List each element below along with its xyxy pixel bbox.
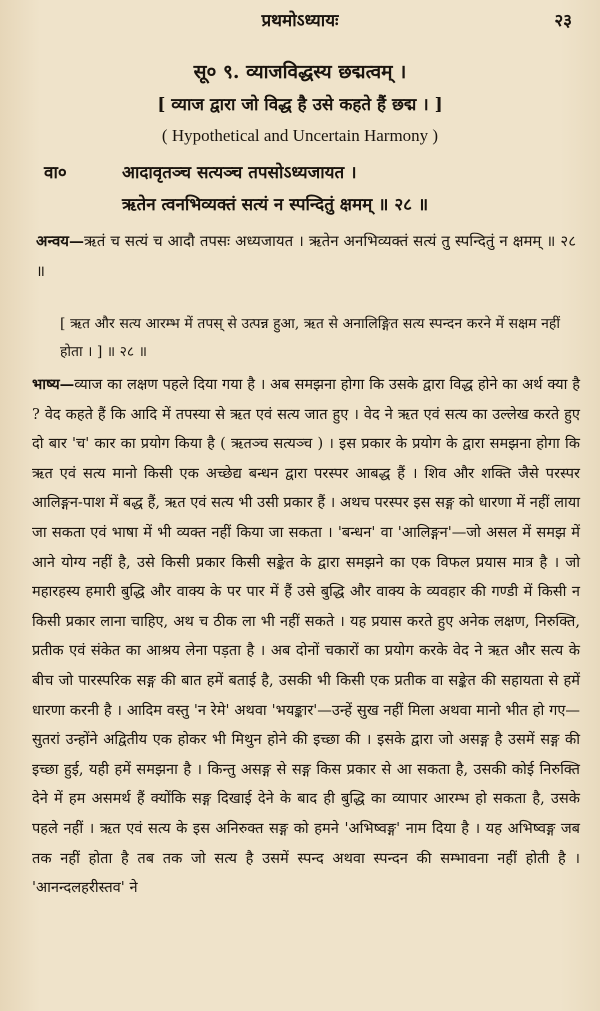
- bhashya-section: [32, 370, 580, 903]
- vartika-line-2: ऋतेन त्वनभिव्यक्तं सत्यं न स्पन्दितुं क्षमम् ॥ २८ ॥: [122, 195, 429, 215]
- vartika-label: वा०: [44, 163, 67, 183]
- chapter-title: प्रथमोऽध्यायः: [261, 11, 339, 31]
- anvaya-label: अन्वय—: [36, 232, 84, 250]
- vartika-verse: [44, 160, 564, 220]
- translation-text: [ ऋत और सत्य आरम्भ में तपस् से उत्पन्न हुआ, ऋत से अनालिङ्गित सत्य स्पन्दन करने में सक्षम नहीं होता । ] ॥ २८ ॥: [60, 316, 560, 360]
- vartika-line-1: आदावृतञ्च सत्यञ्च तपसोऽध्यजायत ।: [122, 163, 357, 183]
- page-header: [0, 6, 600, 36]
- bhashya-label: भाष्य—: [32, 376, 75, 393]
- anvaya-text: ऋतं च सत्यं च आदौ तपसः अध्यजायत । ऋतेन अनभिव्यक्तं सत्यं तु स्पन्दितुं न क्षमम् ॥ २८ ॥: [36, 232, 576, 280]
- page-number: २३: [554, 11, 572, 31]
- sutra-heading: सू० ९. व्याजविद्धस्य छद्मत्वम् ।: [193, 61, 407, 83]
- bhashya-text: व्याज का लक्षण पहले दिया गया है । अब समझना होगा कि उसके द्वारा विद्ध होने का अर्थ क्या है ? वेद कहते हैं कि आदि में तपस्या से ऋत एवं सत्य जात हुए । वेद ने ऋत एवं सत्य का उल्लेख करते हुए दो बार 'च' कार का प्रयोग किया है ( ऋतञ्च सत्यञ्च ) । इस प्रकार के प्रयोग के द्वारा समझना होगा कि ऋत एवं सत्य मानो किसी एक अच्छेद्य बन्धन द्वारा परस्पर आबद्ध हैं । शिव और शक्ति जैसे परस्पर आलिङ्गन-पाश में बद्ध हैं, ऋत एवं सत्य भी उसी प्रकार हैं । अथच परस्पर इस सङ्ग को धारणा में नहीं लाया जा सकता एवं भाषा में भी व्यक्त नहीं किया जा सकता । 'बन्धन' वा 'आलिङ्गन'—जो असल में समझ में आने योग्य नहीं है, उसे किसी प्रकार किसी सङ्केत के द्वारा समझने का एक विफल प्रयास मात्र है । जो महारहस्य हमारी बुद्धि और वाक्य के पर पार में हैं उसे बुद्धि और वाक्य के व्यवहार की गण्डी में किसी न किसी प्रकार लाना चाहिए, अथ च ठीक ला भी नहीं सकते । यह प्रयास करते हुए अनेक लक्षण, निरुक्ति, प्रतीक एवं संकेत का आश्रय लेना पड़ता है । अब दोनों चकारों का प्रयोग करके वेद ने ऋत और सत्य के बीच जो पारस्परिक सङ्ग की बात हमें बताई है, उसकी भी किसी एक प्रतीक वा सङ्केत की सहायता से हमें धारणा करनी है । आदिम वस्तु 'न रेमे' अथवा 'भयङ्कार'—उन्हें सुख नहीं मिला अथवा मानो भीत हो गए—सुतरां उन्होंने अद्वितीय एक होकर भी मिथुन होने की इच्छा की । इसके द्वारा जो असङ्ग है उसमें सङ्ग की इच्छा हुई, यही हमें समझना है । किन्तु असङ्ग से सङ्ग किस प्रकार से आ सकता है, उसकी कोई निरुक्ति देने में हम असमर्थ हैं क्योंकि सङ्ग दिखाई देने के बाद ही बुद्धि का व्यापार आरम्भ हो सकता है, उसके पहले नहीं । ऋत एवं सत्य के इस अनिरुक्त सङ्ग को हमने 'अभिष्वङ्ग' नाम दिया है । यह अभिष्वङ्ग जब तक नहीं होता है तब तक जो सत्य है उसमें स्पन्द अथवा स्पन्दन की सम्भावना नहीं होती है । 'आनन्दलहरीस्तव' ने: [32, 376, 580, 897]
- anvaya-section: [36, 226, 576, 286]
- sutra-gloss: [ व्याज द्वारा जो विद्ध है उसे कहते हैं छद्म । ]: [157, 95, 443, 115]
- translation-section: [60, 310, 560, 366]
- sutra-english-title: ( Hypothetical and Uncertain Harmony ): [161, 126, 439, 145]
